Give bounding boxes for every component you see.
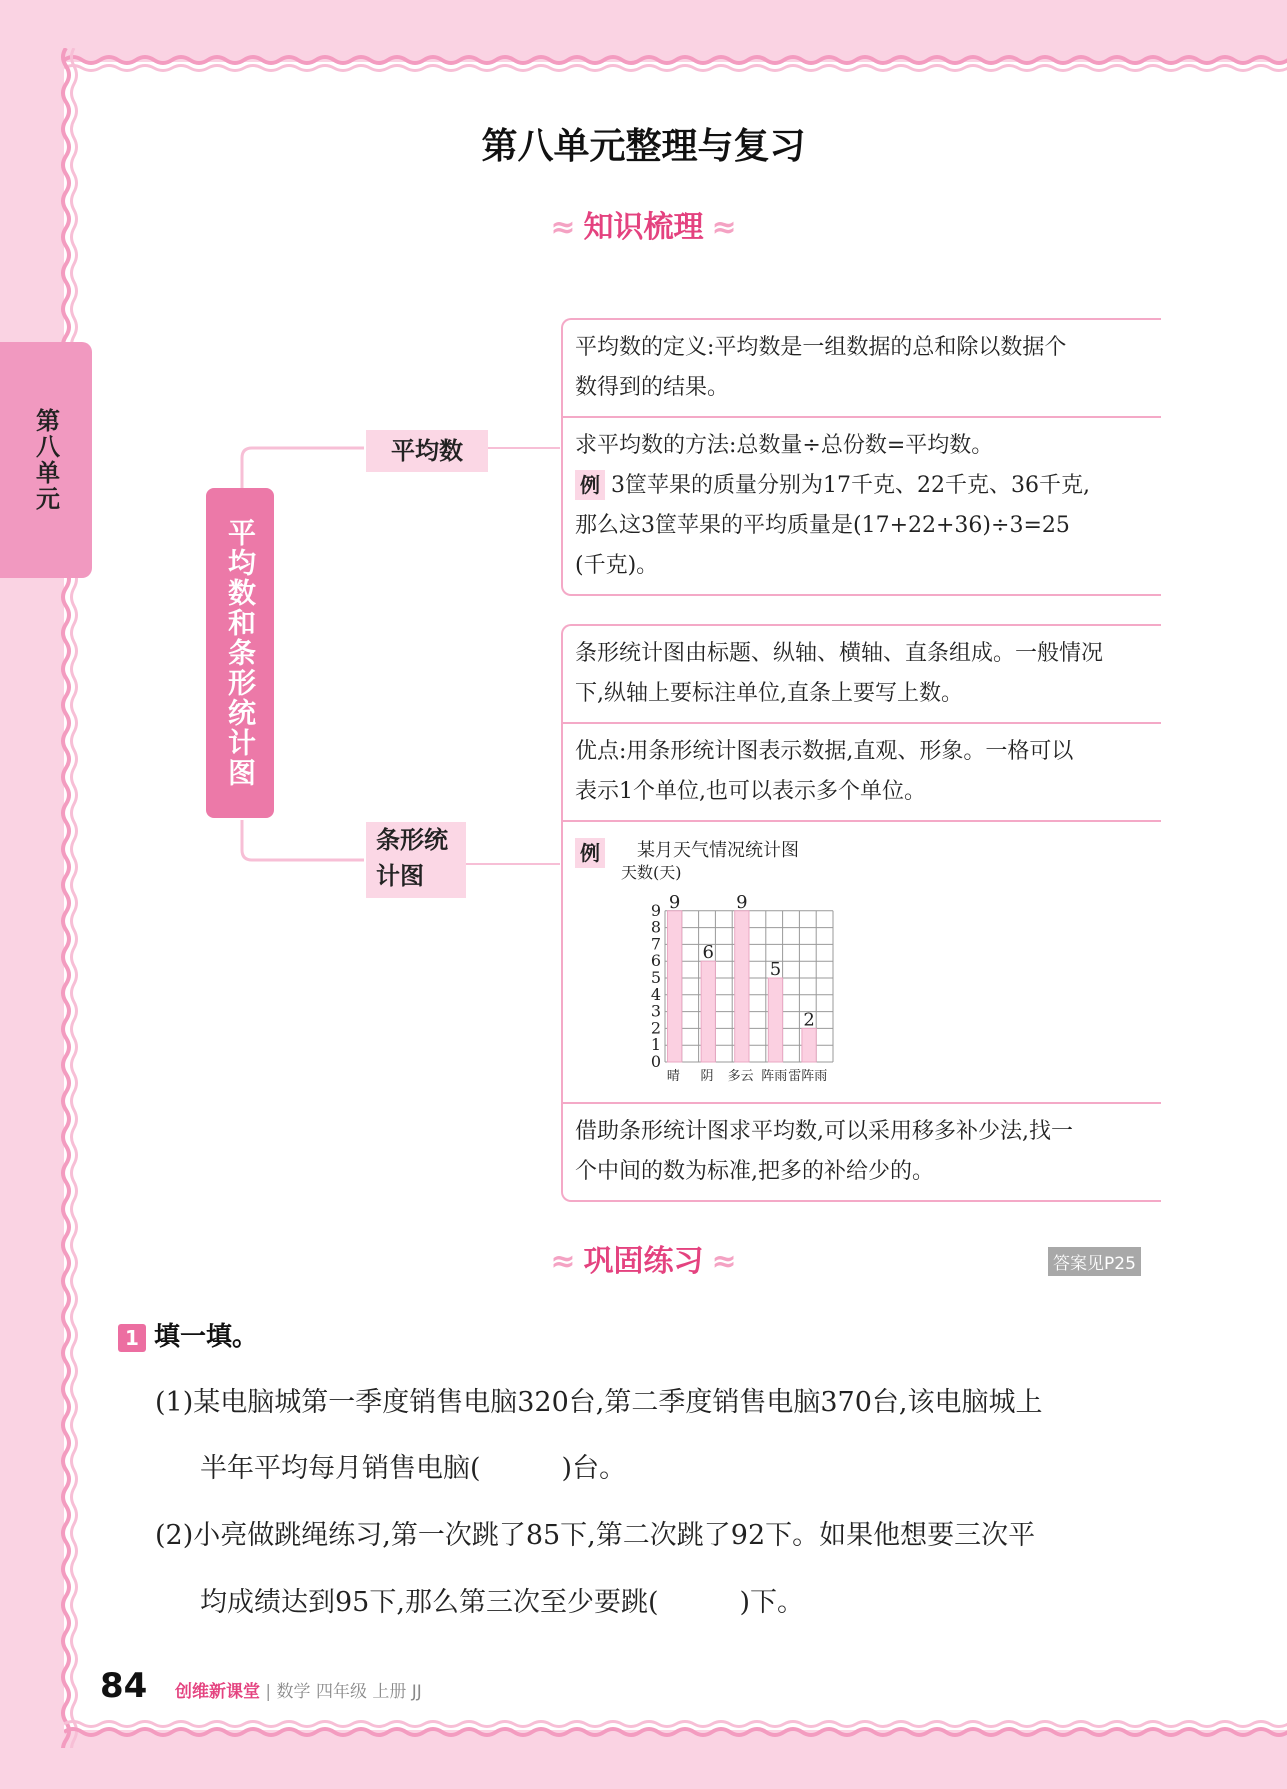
question-1-heading <box>118 1316 258 1353</box>
question-1-title: 填一填。 <box>154 1322 259 1352</box>
footer-info: 创维新课堂 | 数学 四年级 上册 JJ <box>175 1682 422 1702</box>
weather-bar-chart <box>613 834 913 1096</box>
chart-y-tick-label: 8 <box>650 917 661 937</box>
average-definition-line-1: 平均数的定义:平均数是一组数据的总和除以数据个 <box>575 335 1067 360</box>
page-number: 84 <box>100 1666 148 1706</box>
mindmap-node-bar-chart <box>366 822 466 898</box>
mindmap-root-label: 平均数和条形统计图 <box>224 518 257 788</box>
bar-chart-example <box>563 820 1161 1102</box>
chart-data-label: 2 <box>803 1009 815 1031</box>
bar-chart-advantage <box>563 722 1161 820</box>
average-definition <box>563 320 1161 416</box>
mindmap-node-average-label: 平均数 <box>391 437 463 465</box>
chart-y-tick-label: 0 <box>650 1052 661 1071</box>
unit-side-tab-label: 第八单元 <box>31 408 60 512</box>
bar-chart-composition <box>563 626 1161 722</box>
chart-y-tick-label: 1 <box>650 1035 661 1055</box>
chart-x-tick-label: 阴 <box>700 1069 714 1084</box>
chart-y-tick-label: 2 <box>650 1018 661 1038</box>
page-title: 第八单元整理与复习 <box>481 126 806 167</box>
question-1-2-line-1: (2)小亮做跳绳练习,第一次跳了85下,第二次跳了92下。如果他想要三次平 <box>155 1520 1036 1551</box>
wavy-border-top <box>64 48 1287 78</box>
bar-chart-info-box <box>561 624 1161 1202</box>
chart-x-tick-label: 晴 <box>666 1069 680 1084</box>
wave-decoration-icon: ≈ <box>711 1244 737 1279</box>
mindmap-node-average <box>366 430 488 472</box>
question-1-2-line-2: 均成绩达到95下,那么第三次至少要跳( )下。 <box>200 1587 805 1618</box>
average-method: 求平均数的方法:总数量÷总份数=平均数。 <box>575 433 994 458</box>
bar-chart-advantage-line-1: 优点:用条形统计图表示数据,直观、形象。一格可以 <box>575 739 1074 764</box>
chart-x-tick-label: 多云 <box>727 1069 754 1084</box>
example-tag: 例 <box>575 470 605 500</box>
wavy-border-left <box>50 48 80 1748</box>
bar-chart-composition-line-2: 下,纵轴上要标注单位,直条上要写上数。 <box>575 681 963 706</box>
mindmap-node-bar-chart-label-1: 条形统 <box>376 826 448 854</box>
chart-data-label: 6 <box>702 942 714 964</box>
question-1-1-line-2: 半年平均每月销售电脑( )台。 <box>200 1453 627 1484</box>
footer-book-info: 数学 四年级 上册 JJ <box>276 1682 422 1702</box>
unit-side-tab <box>0 342 92 578</box>
average-example-text-1: 3筐苹果的质量分别为17千克、22千克、36千克, <box>611 473 1090 498</box>
chart-y-tick-label: 7 <box>650 934 661 954</box>
mindmap-node-bar-chart-label-2: 计图 <box>376 862 424 890</box>
wave-decoration-icon: ≈ <box>711 210 737 245</box>
chart-bar <box>701 961 715 1062</box>
answer-reference-tag: 答案见P25 <box>1048 1247 1141 1276</box>
wavy-border-bottom <box>64 1716 1287 1746</box>
wave-decoration-icon: ≈ <box>550 210 576 245</box>
bar-chart-composition-line-1: 条形统计图由标题、纵轴、横轴、直条组成。一般情况 <box>575 641 1104 666</box>
chart-title: 某月天气情况统计图 <box>637 840 799 861</box>
chart-y-tick-label: 9 <box>650 900 661 920</box>
average-info-box <box>561 318 1161 596</box>
chart-x-tick-label: 雷阵雨 <box>788 1069 828 1084</box>
chart-data-label: 9 <box>736 891 748 913</box>
average-example-line-2: 那么这3筐苹果的平均质量是(17+22+36)÷3=25 <box>575 513 1070 538</box>
example-tag: 例 <box>575 838 605 868</box>
chart-y-tick-label: 4 <box>650 984 661 1004</box>
footer-brand: 创维新课堂 <box>175 1682 260 1702</box>
bar-chart-average-line-1: 借助条形统计图求平均数,可以采用移多补少法,找一 <box>575 1119 1073 1144</box>
section-heading-knowledge-label: 知识梳理 <box>583 210 704 245</box>
mindmap-connectors <box>230 440 570 870</box>
average-method-and-example <box>563 416 1161 594</box>
average-example-line-1 <box>575 466 1151 506</box>
question-1-1-line-1: (1)某电脑城第一季度销售电脑320台,第二季度销售电脑370台,该电脑城上 <box>155 1387 1043 1418</box>
section-heading-knowledge <box>0 202 1287 246</box>
section-heading-practice-label: 巩固练习 <box>583 1244 704 1279</box>
average-example-line-3: (千克)。 <box>575 553 659 578</box>
chart-bar <box>735 911 749 1062</box>
bar-chart-advantage-line-2: 表示1个单位,也可以表示多个单位。 <box>575 779 926 804</box>
mindmap-root-node <box>206 488 274 818</box>
chart-bar <box>668 911 682 1062</box>
question-number-badge: 1 <box>118 1324 146 1352</box>
average-definition-line-2: 数得到的结果。 <box>575 375 730 400</box>
bar-chart-average-method <box>563 1102 1161 1200</box>
chart-bar <box>768 978 782 1062</box>
chart-data-label: 9 <box>668 891 681 913</box>
chart-x-tick-label: 阵雨 <box>761 1069 788 1084</box>
chart-bar <box>802 1028 816 1062</box>
chart-y-axis-label: 天数(天) <box>621 863 682 882</box>
chart-y-tick-label: 5 <box>650 968 661 987</box>
chart-y-tick-label: 3 <box>650 1001 661 1021</box>
bar-chart-average-line-2: 个中间的数为标准,把多的补给少的。 <box>575 1159 934 1184</box>
chart-data-label: 5 <box>769 959 782 980</box>
wave-decoration-icon: ≈ <box>550 1244 576 1279</box>
chart-y-tick-label: 6 <box>650 951 661 971</box>
